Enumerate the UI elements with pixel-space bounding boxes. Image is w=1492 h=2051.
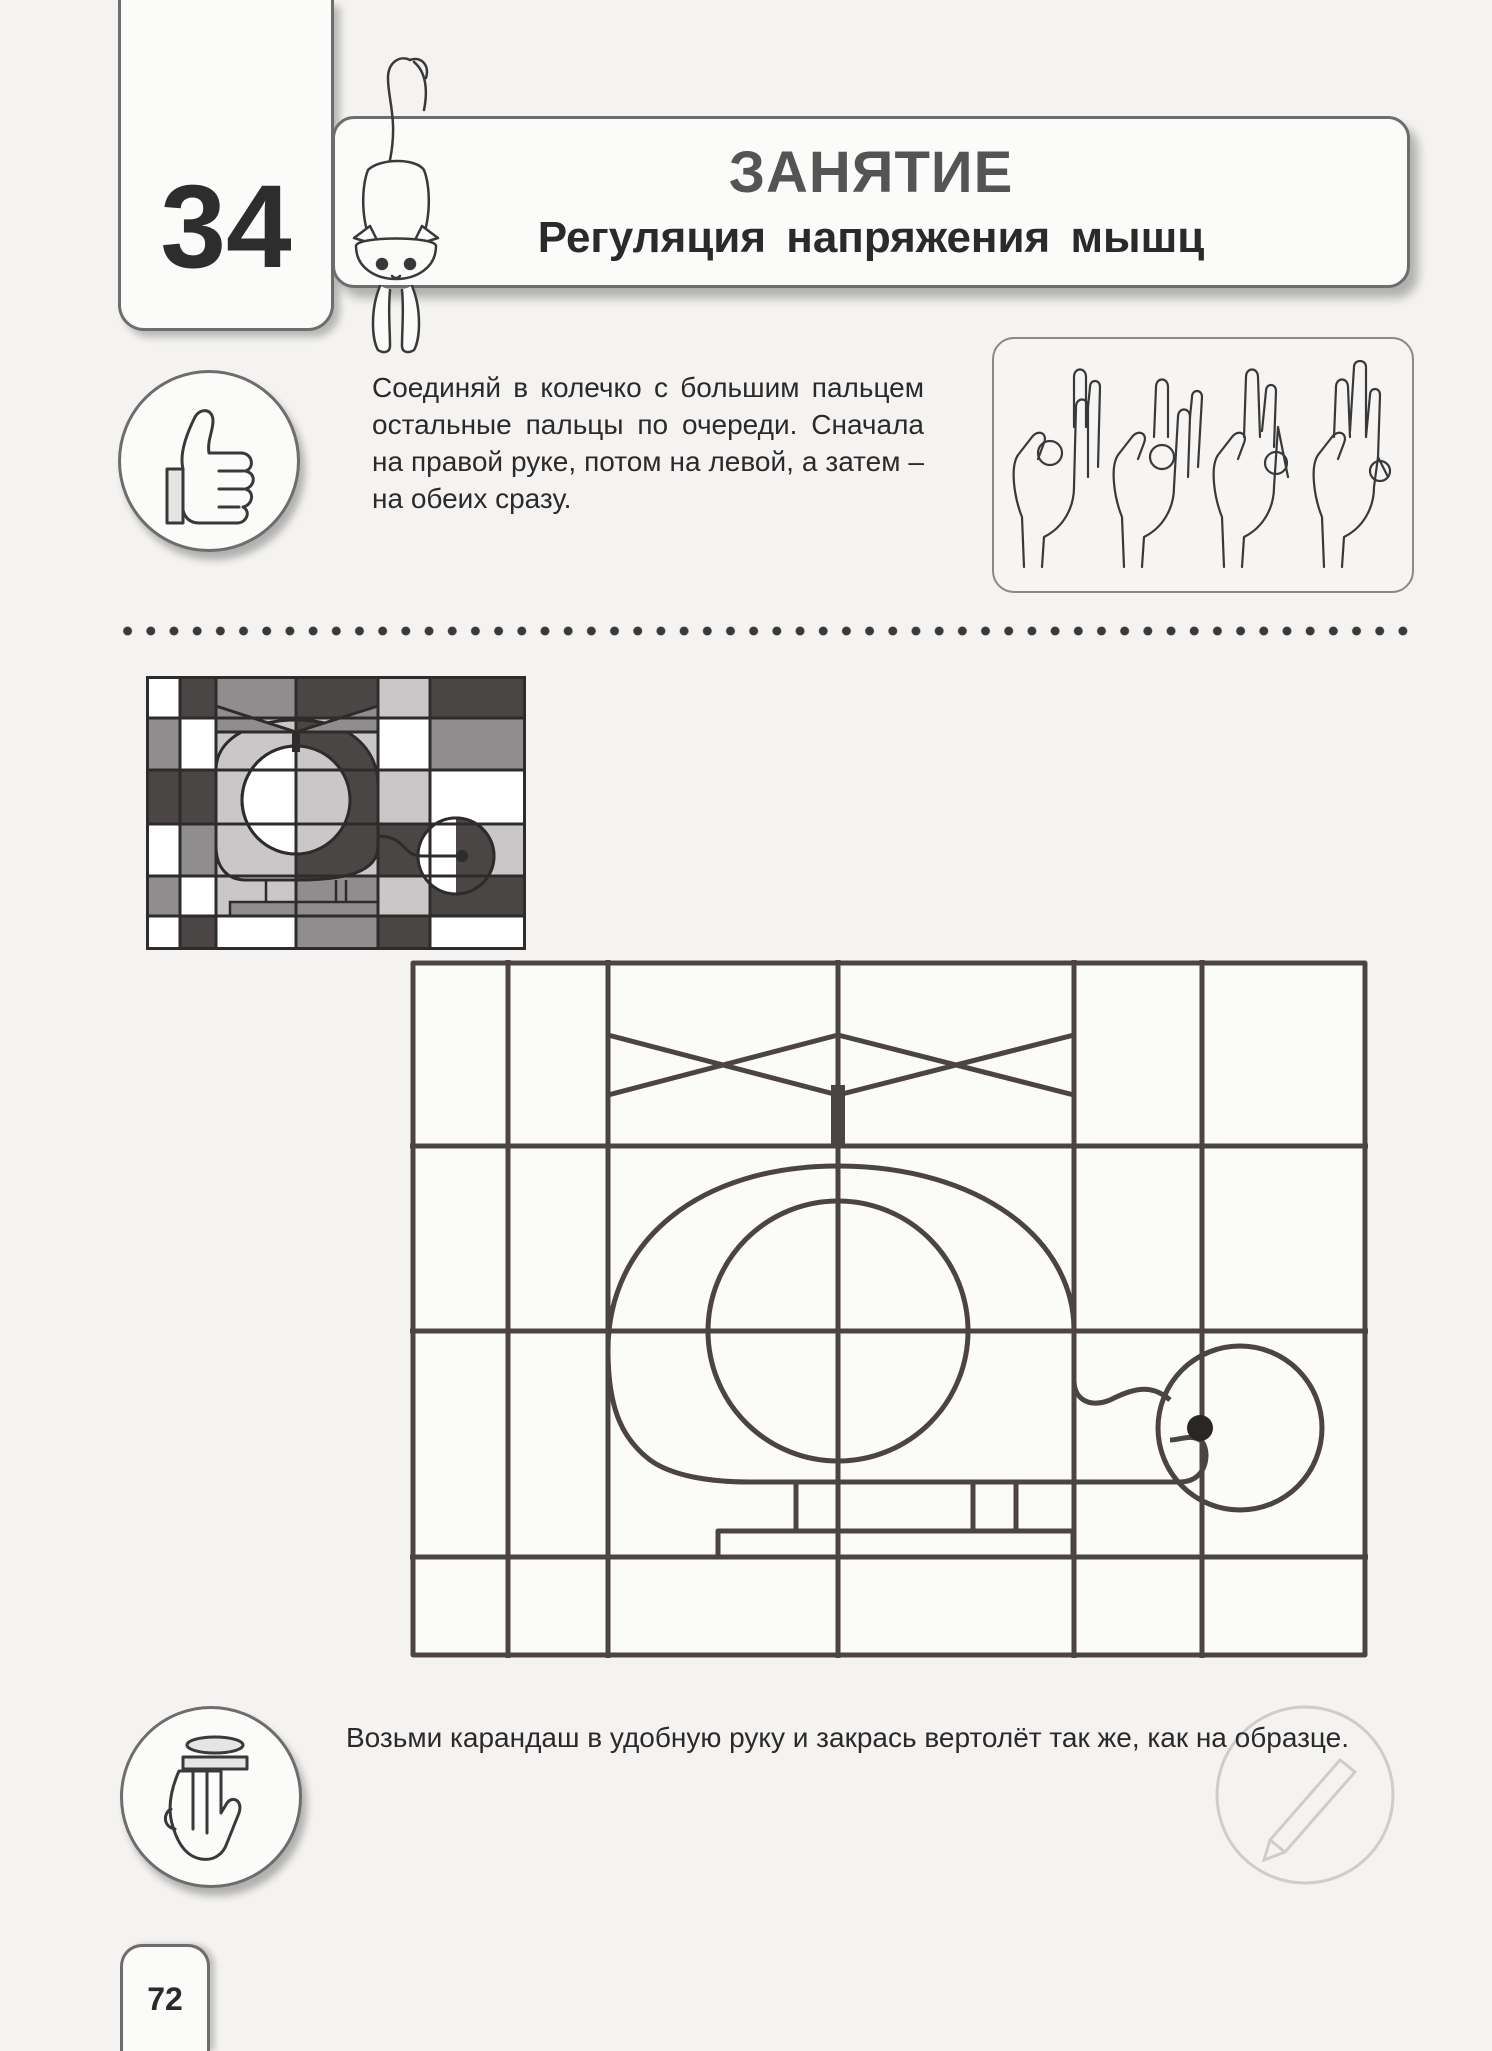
dotted-separator xyxy=(116,624,1416,638)
helicopter-sample-colored xyxy=(146,676,526,950)
page-number: 72 xyxy=(147,1981,183,2017)
helicopter-coloring-grid xyxy=(410,960,1368,1658)
page-number-tab xyxy=(120,1944,210,2051)
finger-ring-hands-illustration xyxy=(992,337,1414,593)
lesson-subtitle: Регуляция напряжения мышц xyxy=(537,213,1205,262)
lesson-number: 34 xyxy=(160,161,292,293)
hanging-cat-icon xyxy=(340,50,450,370)
thumbs-up-hand-icon xyxy=(121,373,297,549)
exercise-1-icon-badge xyxy=(118,370,300,552)
pencil-watermark-icon xyxy=(1210,1700,1400,1890)
lesson-number-tab xyxy=(118,0,334,331)
exercise-2-icon-badge xyxy=(120,1706,302,1888)
exercise-1-instructions: Соединяй в колечко с большим пальцем остальные пальцы по очереди. Сначала на правой руке, потом на левой, а затем – на обеих сразу. xyxy=(372,372,924,514)
lesson-title: ЗАНЯТИЕ xyxy=(728,140,1014,205)
title-banner xyxy=(332,116,1410,288)
finger-ring-hands-icon xyxy=(994,339,1412,591)
pointing-hand-icon xyxy=(123,1709,299,1885)
exercise-2-instructions: Возьми карандаш в удобную руку и закрась вертолёт так же, как на образце. xyxy=(346,1722,1350,1753)
